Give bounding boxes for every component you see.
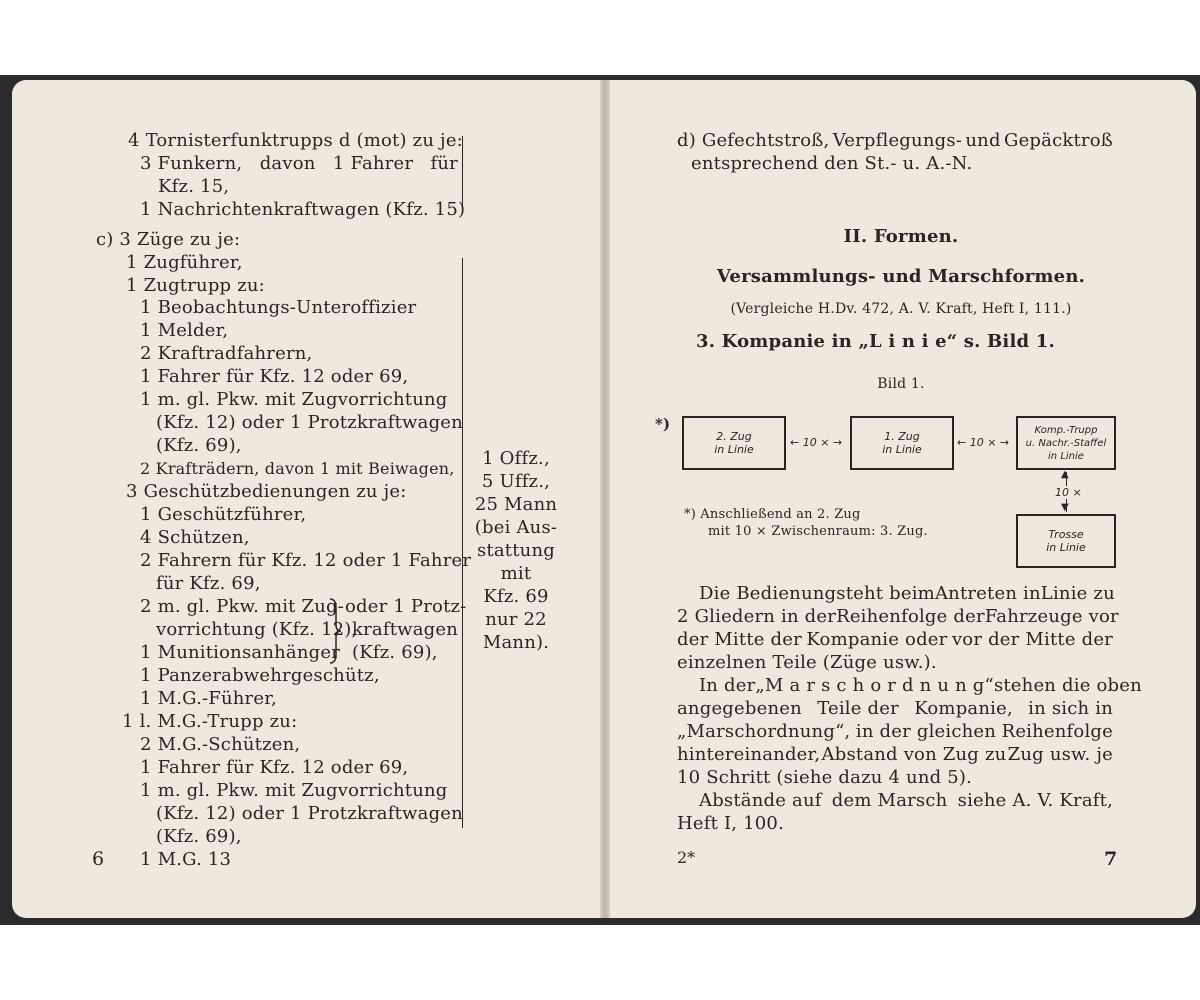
text-line-part: Reihenfolge der — [836, 606, 985, 627]
side-note-line: Mann). — [482, 632, 550, 653]
text-line: 4 Tornisterfunktrupps d (mot) zu je: — [128, 130, 463, 151]
side-note-line: mit — [500, 563, 532, 584]
brace-note-line: oder 1 Protz- — [345, 596, 467, 617]
text-line: (Kfz. 12) oder 1 Protzkraftwagen — [156, 803, 463, 824]
text-line-part: für — [430, 153, 458, 174]
text-line-part: Kompanie, — [914, 698, 1013, 719]
text-line-part: stehen die oben — [993, 675, 1142, 696]
reference-line: (Vergleiche H.Dv. 472, A. V. Kraft, Heft I, 111.) — [730, 301, 1072, 317]
paragraph-line: 10 Schritt (siehe dazu 4 und 5). — [677, 767, 973, 788]
asterisk-mark: *) — [655, 415, 671, 433]
box-label: in Linie — [1046, 541, 1086, 554]
text-line: (Kfz. 12) oder 1 Protzkraftwagen — [156, 412, 463, 433]
book-gutter — [600, 80, 610, 918]
side-note-line: (bei Aus- — [474, 517, 558, 538]
text-line-part: der Mitte der — [677, 629, 802, 650]
text-line-part: Verpflegungs- — [832, 130, 963, 151]
text-line-part: In der — [699, 675, 756, 696]
paragraph-line — [677, 698, 1113, 720]
text-line-part: steht beim — [836, 583, 935, 604]
box-label: u. Nachr.-Staffel — [1025, 437, 1107, 449]
page-number-left: 6 — [92, 848, 105, 870]
text-line: 1 M.G.-Führer, — [140, 688, 277, 709]
paragraph-line — [699, 790, 1113, 812]
text-line: vorrichtung (Kfz. 12), — [156, 619, 358, 640]
text-line: (Kfz. 69), — [156, 435, 242, 456]
paragraph-line: einzelnen Teile (Züge usw.). — [677, 652, 937, 673]
intro-line: entsprechend den St.- u. A.-N. — [691, 153, 973, 174]
arrow-up-icon: ▲ — [1061, 469, 1069, 480]
text-line-part: Antreten in — [934, 583, 1041, 604]
box-trosse — [1016, 514, 1116, 568]
text-line: 2 m. gl. Pkw. mit Zug- — [140, 596, 345, 617]
arrow-down-icon: ▼ — [1061, 502, 1069, 513]
text-line-part: d) Gefechtstroß, — [677, 130, 830, 151]
spacing-label: 10 × — [1052, 486, 1085, 499]
text-line-part: 3 Funkern, — [140, 153, 243, 174]
brace-note-line: kraftwagen — [352, 619, 459, 640]
text-line: 3 Geschützbedienungen zu je: — [126, 481, 407, 502]
text-line: 1 Beobachtungs-Unteroffizier — [140, 297, 417, 318]
page-number-right: 7 — [1104, 848, 1118, 870]
text-line-part: Abstand von Zug zu — [821, 744, 1007, 765]
text-line-part: „M a r s c h o r d n u n g“ — [755, 675, 994, 696]
text-line: 1 Zugtrupp zu: — [126, 275, 265, 296]
paragraph-line — [677, 629, 1113, 651]
intro-line — [677, 130, 1113, 152]
text-line-part: Reihenfolge — [1001, 721, 1113, 742]
box-label: in Linie — [882, 443, 922, 456]
text-line-part: „Marschordnung“, — [677, 721, 851, 742]
signature-mark: 2* — [677, 848, 696, 867]
text-line-part: in sich in — [1028, 698, 1113, 719]
side-note-line: Kfz. 69 — [483, 586, 549, 607]
text-line-part: und — [965, 130, 1001, 151]
text-line: c) 3 Züge zu je: — [96, 229, 241, 250]
subheading: Versammlungs- und Marschformen. — [716, 266, 1086, 287]
section-title: 3. Kompanie in „L i n i e“ s. Bild 1. — [696, 331, 1055, 352]
box-label: in Linie — [1048, 450, 1084, 462]
text-line-part: Gepäcktroß — [1004, 130, 1113, 151]
text-line: 1 Zugführer, — [126, 252, 243, 273]
text-line: 1 Melder, — [140, 320, 229, 341]
bracket-line — [462, 538, 463, 828]
text-line: 1 Geschützführer, — [140, 504, 307, 525]
curly-brace — [328, 598, 342, 664]
paragraph-line — [699, 675, 1142, 697]
text-line-part: 1 Fahrer — [332, 153, 414, 174]
text-line: 1 Fahrer für Kfz. 12 oder 69, — [140, 366, 409, 387]
text-line-part: Zug usw. je — [1007, 744, 1113, 765]
paragraph-line — [699, 583, 1113, 605]
box-label: in Linie — [714, 443, 754, 456]
box-label: Trosse — [1048, 528, 1084, 541]
text-line: 1 m. gl. Pkw. mit Zugvorrichtung — [140, 780, 448, 801]
box-label: 1. Zug — [884, 430, 920, 443]
bracket-line — [462, 258, 463, 538]
side-note-line: 25 Mann — [474, 494, 558, 515]
side-note-line: 5 Uffz., — [481, 471, 551, 492]
text-line-part: siehe A. V. Kraft, — [957, 790, 1113, 811]
paragraph-line — [677, 606, 1119, 628]
text-line-part: angegebenen — [677, 698, 802, 719]
box-label: Komp.-Trupp — [1034, 424, 1098, 436]
diagram-footnote: mit 10 × Zwischenraum: 3. Zug. — [708, 524, 928, 539]
text-line: 4 Schützen, — [140, 527, 250, 548]
figure-caption: Bild 1. — [877, 376, 925, 392]
text-line: (Kfz. 69), — [156, 826, 242, 847]
text-line-part: Abstände auf — [699, 790, 822, 811]
text-line: 1 Fahrer für Kfz. 12 oder 69, — [140, 757, 409, 778]
text-line: für Kfz. 69, — [156, 573, 261, 594]
side-note-line: nur 22 — [485, 609, 547, 630]
text-line: 1 l. M.G.-Trupp zu: — [122, 711, 298, 732]
box-zug-2 — [682, 416, 786, 470]
text-line: Kfz. 15, — [158, 176, 230, 197]
paragraph-line — [677, 744, 1113, 766]
paragraph-line: Heft I, 100. — [677, 813, 784, 834]
paragraph-line — [677, 721, 1113, 743]
text-line: 2 Kraftradfahrern, — [140, 343, 313, 364]
text-line-part: Linie zu — [1040, 583, 1115, 604]
text-line: 1 Panzerabwehrgeschütz, — [140, 665, 380, 686]
text-line-part: vor der Mitte der — [951, 629, 1113, 650]
box-zug-1 — [850, 416, 954, 470]
box-label: 2. Zug — [716, 430, 752, 443]
text-line: 2 Fahrern für Kfz. 12 oder 1 Fahrer — [140, 550, 472, 571]
spacing-label: ← 10 × → — [957, 436, 1010, 449]
side-note-line: 1 Offz., — [482, 448, 550, 469]
text-line: 1 M.G. 13 — [140, 849, 232, 870]
text-line: 1 m. gl. Pkw. mit Zugvorrichtung — [140, 389, 448, 410]
text-line-part: Teile der — [817, 698, 899, 719]
spacing-label: ← 10 × → — [790, 436, 843, 449]
text-line-part: davon — [259, 153, 316, 174]
side-note-line: stattung — [477, 540, 555, 561]
brace-note-line: (Kfz. 69), — [352, 642, 438, 663]
text-line-part: 2 Gliedern in der — [677, 606, 837, 627]
text-line: 2 M.G.-Schützen, — [140, 734, 301, 755]
text-line-part: hintereinander, — [677, 744, 821, 765]
text-line: 1 Munitionsanhänger — [140, 642, 341, 663]
box-komp-trupp — [1016, 416, 1116, 470]
text-line — [140, 153, 458, 175]
text-line-part: Kompanie oder — [806, 629, 948, 650]
section-heading: II. Formen. — [843, 226, 959, 247]
bracket-line — [462, 136, 463, 213]
diagram-footnote: *) Anschließend an 2. Zug — [684, 507, 861, 522]
text-line-part: Fahrzeuge vor — [984, 606, 1119, 627]
text-line-part: dem Marsch — [831, 790, 948, 811]
text-line-part: in der gleichen — [855, 721, 997, 742]
text-line: 1 Nachrichtenkraftwagen (Kfz. 15) — [140, 199, 466, 220]
text-line: 2 Krafträdern, davon 1 mit Beiwagen, — [140, 459, 455, 478]
text-line-part: Die Bedienung — [699, 583, 837, 604]
